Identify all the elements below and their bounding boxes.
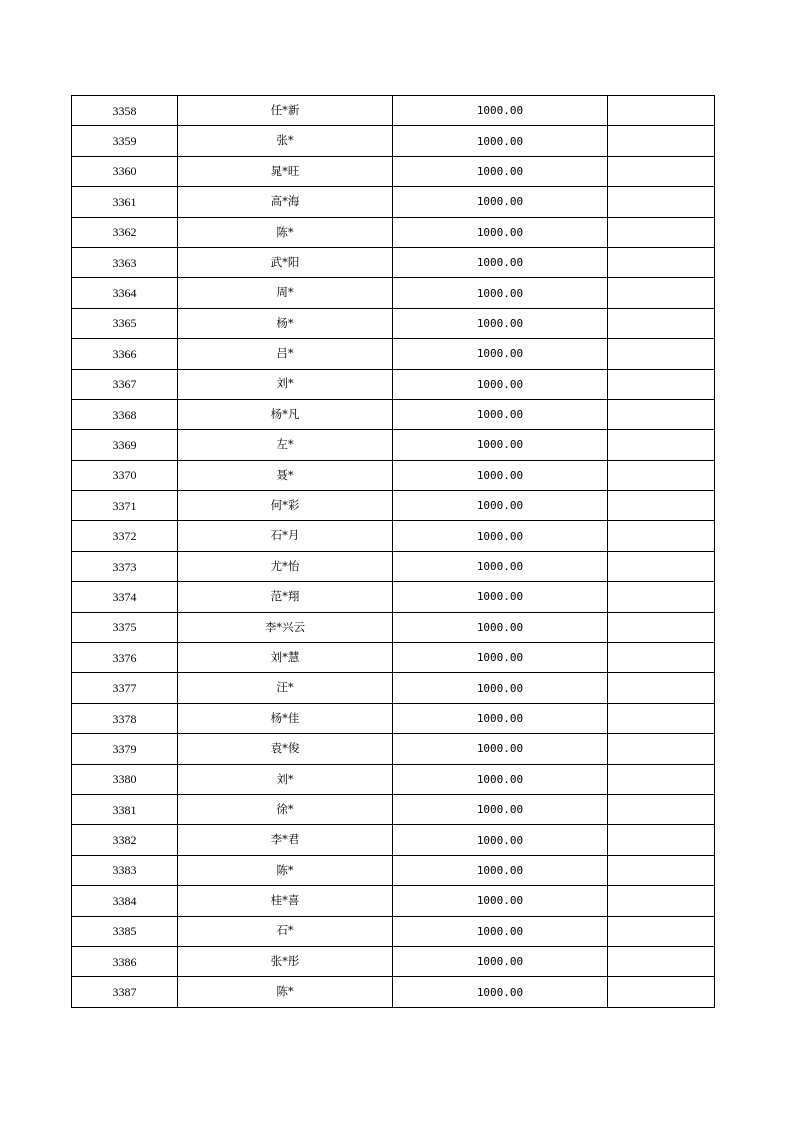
cell-amount: 1000.00 (393, 886, 608, 916)
cell-id: 3373 (72, 551, 178, 581)
cell-note (608, 703, 715, 733)
cell-note (608, 855, 715, 885)
cell-amount: 1000.00 (393, 643, 608, 673)
cell-amount: 1000.00 (393, 794, 608, 824)
table-row (72, 977, 715, 1007)
cell-id: 3385 (72, 916, 178, 946)
cell-name: 左* (178, 430, 393, 460)
table-row (72, 703, 715, 733)
cell-amount: 1000.00 (393, 369, 608, 399)
cell-note (608, 916, 715, 946)
cell-note (608, 491, 715, 521)
cell-amount: 1000.00 (393, 582, 608, 612)
cell-note (608, 339, 715, 369)
cell-id: 3365 (72, 308, 178, 338)
table-row (72, 855, 715, 885)
cell-note (608, 946, 715, 976)
payment-table (71, 95, 715, 1008)
table-row (72, 551, 715, 581)
cell-id: 3386 (72, 946, 178, 976)
table-row (72, 886, 715, 916)
cell-note (608, 794, 715, 824)
cell-name: 任*新 (178, 96, 393, 126)
cell-name: 李*兴云 (178, 612, 393, 642)
cell-note (608, 187, 715, 217)
cell-id: 3382 (72, 825, 178, 855)
cell-note (608, 247, 715, 277)
table-row (72, 369, 715, 399)
cell-note (608, 643, 715, 673)
cell-name: 刘* (178, 764, 393, 794)
cell-amount: 1000.00 (393, 855, 608, 885)
cell-name: 尤*怡 (178, 551, 393, 581)
cell-note (608, 612, 715, 642)
cell-name: 晁*旺 (178, 156, 393, 186)
cell-id: 3381 (72, 794, 178, 824)
cell-note (608, 521, 715, 551)
cell-note (608, 825, 715, 855)
table-row (72, 673, 715, 703)
cell-note (608, 126, 715, 156)
cell-amount: 1000.00 (393, 551, 608, 581)
cell-amount: 1000.00 (393, 764, 608, 794)
table-body (72, 96, 715, 1008)
cell-amount: 1000.00 (393, 460, 608, 490)
cell-name: 高*海 (178, 187, 393, 217)
cell-note (608, 582, 715, 612)
cell-note (608, 460, 715, 490)
cell-name: 何*彩 (178, 491, 393, 521)
cell-name: 聂* (178, 460, 393, 490)
cell-name: 石*月 (178, 521, 393, 551)
table-row (72, 430, 715, 460)
cell-id: 3364 (72, 278, 178, 308)
cell-note (608, 369, 715, 399)
cell-note (608, 308, 715, 338)
table-row (72, 521, 715, 551)
cell-amount: 1000.00 (393, 825, 608, 855)
cell-note (608, 399, 715, 429)
cell-id: 3380 (72, 764, 178, 794)
cell-note (608, 977, 715, 1007)
cell-id: 3376 (72, 643, 178, 673)
cell-name: 陈* (178, 217, 393, 247)
cell-amount: 1000.00 (393, 339, 608, 369)
cell-amount: 1000.00 (393, 247, 608, 277)
cell-name: 徐* (178, 794, 393, 824)
cell-id: 3378 (72, 703, 178, 733)
cell-amount: 1000.00 (393, 734, 608, 764)
cell-name: 陈* (178, 977, 393, 1007)
cell-id: 3384 (72, 886, 178, 916)
cell-name: 杨*佳 (178, 703, 393, 733)
cell-amount: 1000.00 (393, 156, 608, 186)
table-row (72, 794, 715, 824)
cell-name: 张* (178, 126, 393, 156)
table-row (72, 764, 715, 794)
table-row (72, 339, 715, 369)
cell-amount: 1000.00 (393, 217, 608, 247)
cell-note (608, 551, 715, 581)
table-row (72, 825, 715, 855)
cell-amount: 1000.00 (393, 977, 608, 1007)
cell-id: 3359 (72, 126, 178, 156)
cell-amount: 1000.00 (393, 187, 608, 217)
cell-id: 3367 (72, 369, 178, 399)
cell-id: 3377 (72, 673, 178, 703)
table-row (72, 582, 715, 612)
cell-name: 桂*喜 (178, 886, 393, 916)
cell-name: 范*翔 (178, 582, 393, 612)
cell-id: 3372 (72, 521, 178, 551)
cell-id: 3387 (72, 977, 178, 1007)
cell-amount: 1000.00 (393, 430, 608, 460)
data-table-container (71, 95, 714, 1008)
cell-id: 3379 (72, 734, 178, 764)
table-row (72, 217, 715, 247)
table-row (72, 460, 715, 490)
cell-id: 3374 (72, 582, 178, 612)
cell-amount: 1000.00 (393, 308, 608, 338)
table-row (72, 156, 715, 186)
cell-note (608, 278, 715, 308)
cell-amount: 1000.00 (393, 491, 608, 521)
cell-id: 3368 (72, 399, 178, 429)
cell-name: 袁*俊 (178, 734, 393, 764)
cell-id: 3358 (72, 96, 178, 126)
cell-note (608, 96, 715, 126)
cell-id: 3363 (72, 247, 178, 277)
cell-amount: 1000.00 (393, 946, 608, 976)
cell-note (608, 673, 715, 703)
table-row (72, 612, 715, 642)
cell-id: 3371 (72, 491, 178, 521)
cell-name: 周* (178, 278, 393, 308)
table-row (72, 491, 715, 521)
cell-id: 3369 (72, 430, 178, 460)
cell-id: 3360 (72, 156, 178, 186)
cell-amount: 1000.00 (393, 399, 608, 429)
cell-name: 汪* (178, 673, 393, 703)
cell-id: 3366 (72, 339, 178, 369)
cell-name: 刘* (178, 369, 393, 399)
cell-amount: 1000.00 (393, 916, 608, 946)
table-row (72, 946, 715, 976)
table-row (72, 278, 715, 308)
cell-amount: 1000.00 (393, 521, 608, 551)
cell-name: 吕* (178, 339, 393, 369)
cell-amount: 1000.00 (393, 96, 608, 126)
cell-amount: 1000.00 (393, 126, 608, 156)
cell-name: 杨*凡 (178, 399, 393, 429)
cell-id: 3370 (72, 460, 178, 490)
cell-id: 3361 (72, 187, 178, 217)
cell-amount: 1000.00 (393, 673, 608, 703)
cell-amount: 1000.00 (393, 612, 608, 642)
table-row (72, 643, 715, 673)
cell-amount: 1000.00 (393, 278, 608, 308)
cell-id: 3383 (72, 855, 178, 885)
table-row (72, 247, 715, 277)
cell-note (608, 217, 715, 247)
cell-note (608, 886, 715, 916)
cell-note (608, 430, 715, 460)
cell-name: 陈* (178, 855, 393, 885)
table-row (72, 734, 715, 764)
table-row (72, 308, 715, 338)
cell-amount: 1000.00 (393, 703, 608, 733)
cell-name: 杨* (178, 308, 393, 338)
cell-name: 刘*慧 (178, 643, 393, 673)
table-row (72, 916, 715, 946)
table-row (72, 126, 715, 156)
cell-name: 武*阳 (178, 247, 393, 277)
cell-id: 3362 (72, 217, 178, 247)
cell-name: 张*彤 (178, 946, 393, 976)
cell-id: 3375 (72, 612, 178, 642)
table-row (72, 187, 715, 217)
table-row (72, 96, 715, 126)
cell-name: 李*君 (178, 825, 393, 855)
cell-note (608, 156, 715, 186)
cell-note (608, 734, 715, 764)
table-row (72, 399, 715, 429)
cell-name: 石* (178, 916, 393, 946)
cell-note (608, 764, 715, 794)
